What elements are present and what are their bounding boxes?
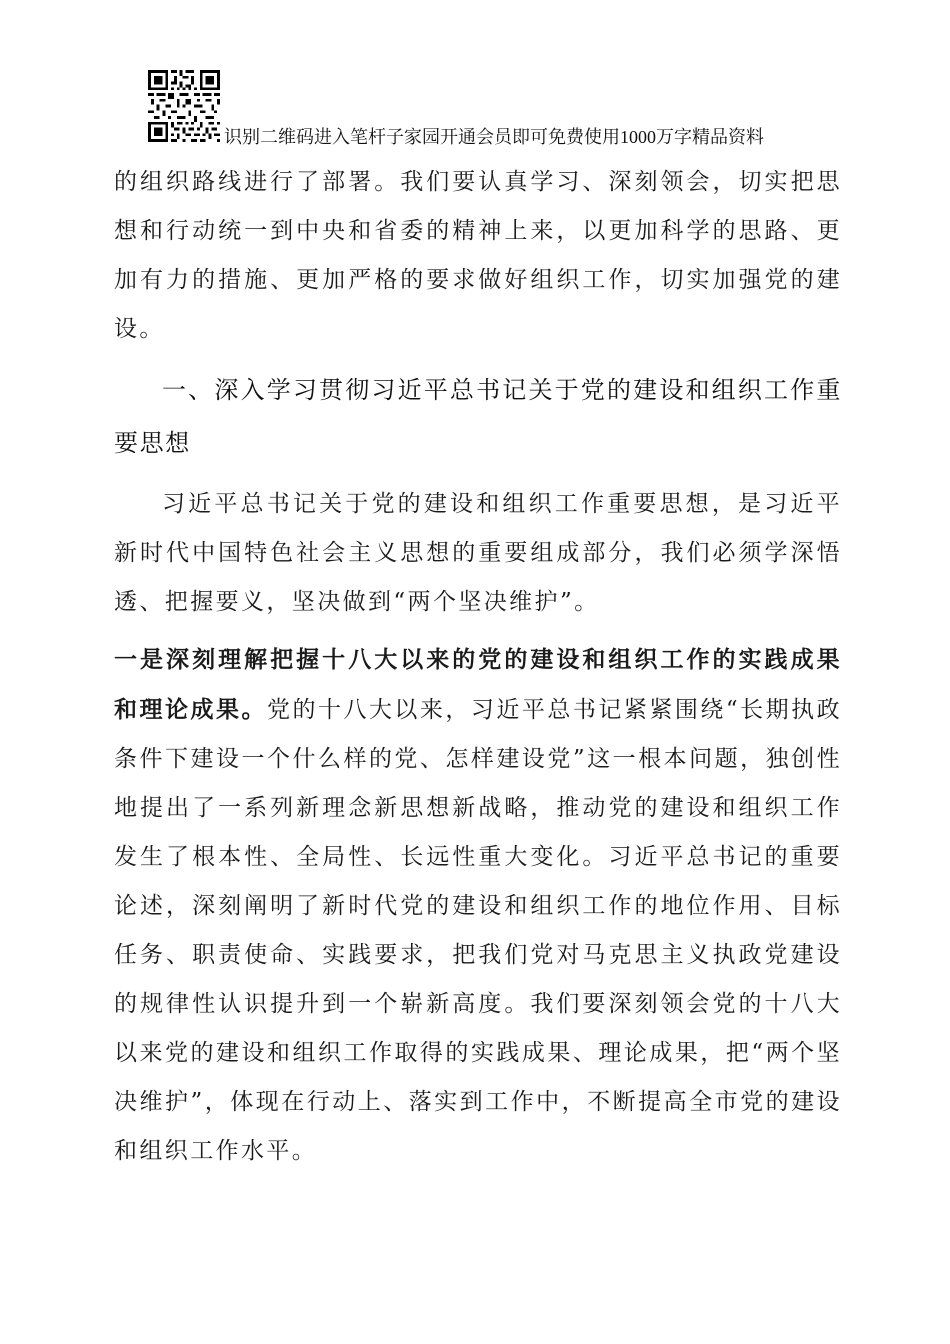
document-header xyxy=(148,70,868,148)
point-paragraph xyxy=(114,635,842,1176)
paragraph-continued: 的组织路线进行了部署。我们要认真学习、深刻领会，切实把思想和行动统一到中央和省委的精神上来，以更加科学的思路、更加有力的措施、更加严格的要求做好组织工作，切实加强党的建设。 xyxy=(114,169,842,342)
point-body: 党的十八大以来，习近平总书记紧紧围绕“长期执政条件下建设一个什么样的党、怎样建设党”这一根本问题，独创性地提出了一系列新理念新思想新战略，推动党的建设和组织工作发生了根本性、全局性、长远性重大变化。习近平总书记的重要论述，深刻阐明了新时代党的建设和组织工作的地位作用、目标任务、职责使命、实践要求，把我们党对马克思主义执政党建设的规律性认识提升到一个崭新高度。我们要深刻领会党的十八大以来党的建设和组织工作取得的实践成果、理论成果，把“两个坚决维护”，体现在行动上、落实到工作中，不断提高全市党的建设和组织工作水平。 xyxy=(114,697,842,1164)
point-title: 一是深刻理解把握十八大以来的党的建设和组织工作的实践成果和理论成果。 xyxy=(114,646,842,723)
paragraph-intro: 习近平总书记关于党的建设和组织工作重要思想，是习近平新时代中国特色社会主义思想的重要组成部分，我们必须学深悟透、把握要义，坚决做到“两个坚决维护”。 xyxy=(114,491,842,615)
document-body xyxy=(114,158,842,1176)
section-heading: 一、深入学习贯彻习近平总书记关于党的建设和组织工作重要思想 xyxy=(114,376,842,457)
promo-note: 识别二维码进入笔杆子家园开通会员即可免费使用1000万字精品资料 xyxy=(224,127,764,147)
qr-code-icon[interactable] xyxy=(148,70,220,142)
